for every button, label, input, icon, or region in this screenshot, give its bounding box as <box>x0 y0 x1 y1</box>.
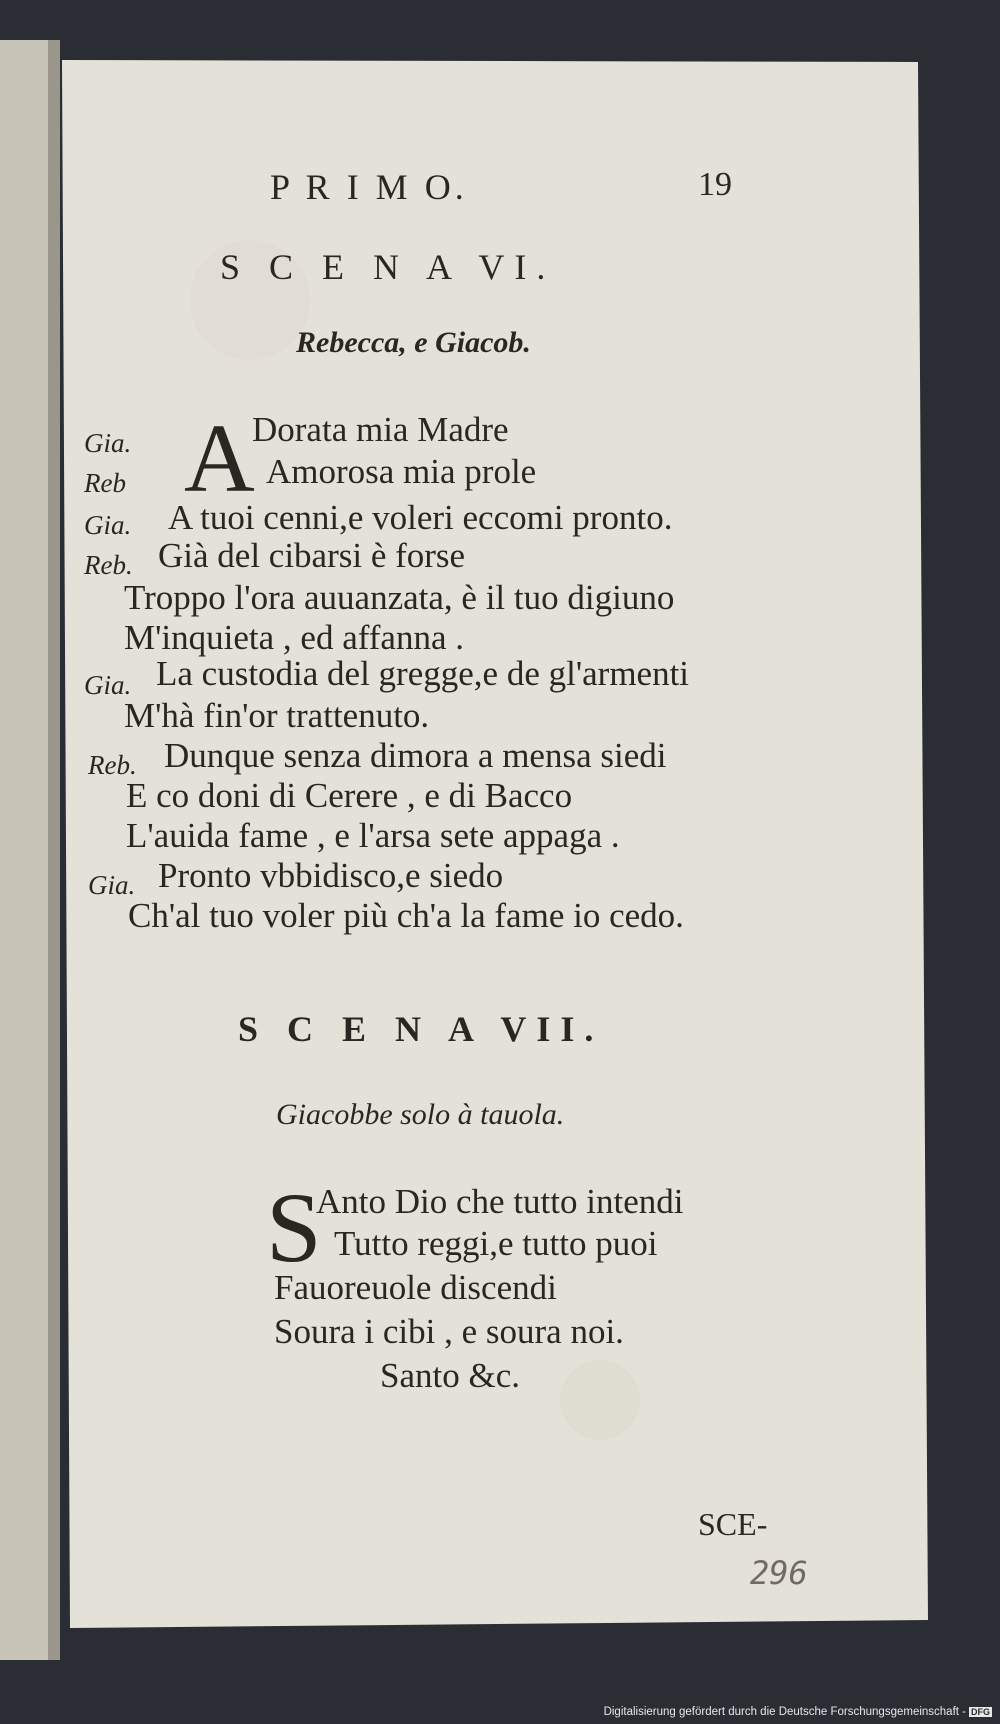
verse-line: M'inquieta , ed affanna . <box>124 618 464 657</box>
running-head-word: P R I M O. <box>270 167 468 207</box>
verse-line: Già del cibarsi è forse <box>158 536 466 575</box>
verse-line: L'auida fame , e l'arsa sete appaga . <box>126 816 620 855</box>
footer-credit-text: Digitalisierung gefördert durch die Deutsche Forschungsgemeinschaft - <box>603 1706 966 1718</box>
left-facing-page <box>0 40 56 1660</box>
drop-cap-s: S <box>266 1172 322 1283</box>
speaker-label: Reb <box>84 468 126 498</box>
verse-line: Dorata mia Madre <box>252 410 509 449</box>
speaker-label: Reb. <box>84 550 133 580</box>
book-page <box>58 58 928 1626</box>
verse-line: E co doni di Cerere , e di Bacco <box>126 776 573 815</box>
verse-line: Dunque senza dimora a mensa siedi <box>164 736 667 775</box>
speaker-label: Gia. <box>84 428 132 458</box>
dfg-logo: DFG <box>971 1706 990 1717</box>
handwritten-folio-number: 296 <box>750 1554 808 1592</box>
verse-line: Santo &c. <box>380 1356 520 1395</box>
verse-line: Pronto vbbidisco,e siedo <box>158 856 504 895</box>
scene-6-characters: Rebecca, e Giacob. <box>296 326 531 359</box>
verse-line: Tutto reggi,e tutto puoi <box>334 1224 658 1263</box>
footer-credit <box>604 1706 992 1718</box>
scene-7-characters: Giacobbe solo à tauola. <box>276 1098 565 1131</box>
scene-6-heading: S C E N A VI. <box>220 247 556 287</box>
verse-line: Fauoreuole discendi <box>274 1268 557 1307</box>
verse-line: Ch'al tuo voler più ch'a la fame io cedo. <box>128 896 684 935</box>
speaker-label: Gia. <box>84 670 132 700</box>
verse-line: A tuoi cenni,e voleri eccomi pronto. <box>168 498 673 537</box>
verse-line: La custodia del gregge,e de gl'armenti <box>156 654 690 693</box>
catchword: SCE- <box>698 1506 768 1542</box>
verse-line: Troppo l'ora auuanzata, è il tuo digiuno <box>124 578 675 617</box>
drop-cap-a: A <box>184 405 255 513</box>
speaker-label: Gia. <box>84 510 132 540</box>
speaker-label: Gia. <box>88 870 136 900</box>
verse-line: Amorosa mia prole <box>266 452 537 491</box>
scene-7-heading: S C E N A VII. <box>238 1009 604 1049</box>
verse-line: Soura i cibi , e soura noi. <box>274 1312 624 1351</box>
verse-line: M'hà fin'or trattenuto. <box>124 696 430 735</box>
speaker-label: Reb. <box>88 750 137 780</box>
page-number: 19 <box>698 166 732 203</box>
verse-line: Anto Dio che tutto intendi <box>316 1182 684 1221</box>
